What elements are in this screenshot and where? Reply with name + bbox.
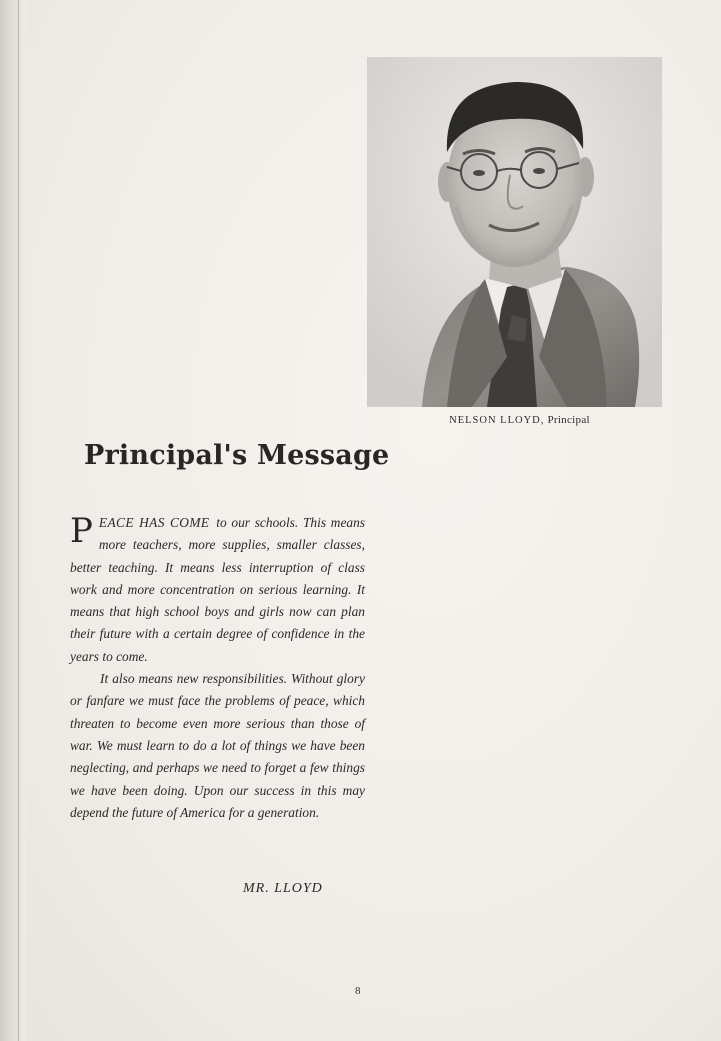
paragraph-1-text: to our schools. This means more teachers, more supplies, smaller classes, better teaching. It means less interruption of class work and more concentration on serious learning. It means that high school boys and girls now can plan their future with a certain degree of confidence in the years to come. [70, 515, 365, 664]
signature: MR. LLOYD [243, 881, 323, 896]
caption-role: Principal [547, 414, 590, 426]
page-gutter [0, 0, 26, 1041]
lead-in: EACE HAS COME [98, 515, 210, 530]
principal-portrait [367, 57, 662, 407]
drop-cap: P [70, 511, 93, 551]
message-paragraph-2: It also means new responsibilities. Without glory or fanfare we must face the problems of peace, which threaten to become even more serious than those of war. We must learn to do a lot of things we have been neglecting, and perhaps we need to forget a few things we have been doing. Upon our success in this may depend the future of America for a generation. [70, 671, 365, 820]
portrait-caption [367, 414, 672, 426]
message-paragraph-1 [70, 512, 365, 668]
page-title: Principal's Message [84, 440, 390, 471]
principal-message [70, 512, 365, 824]
caption-name: NELSON LLOYD, [449, 415, 545, 426]
page-number: 8 [355, 985, 361, 997]
binding-line [18, 0, 19, 1041]
